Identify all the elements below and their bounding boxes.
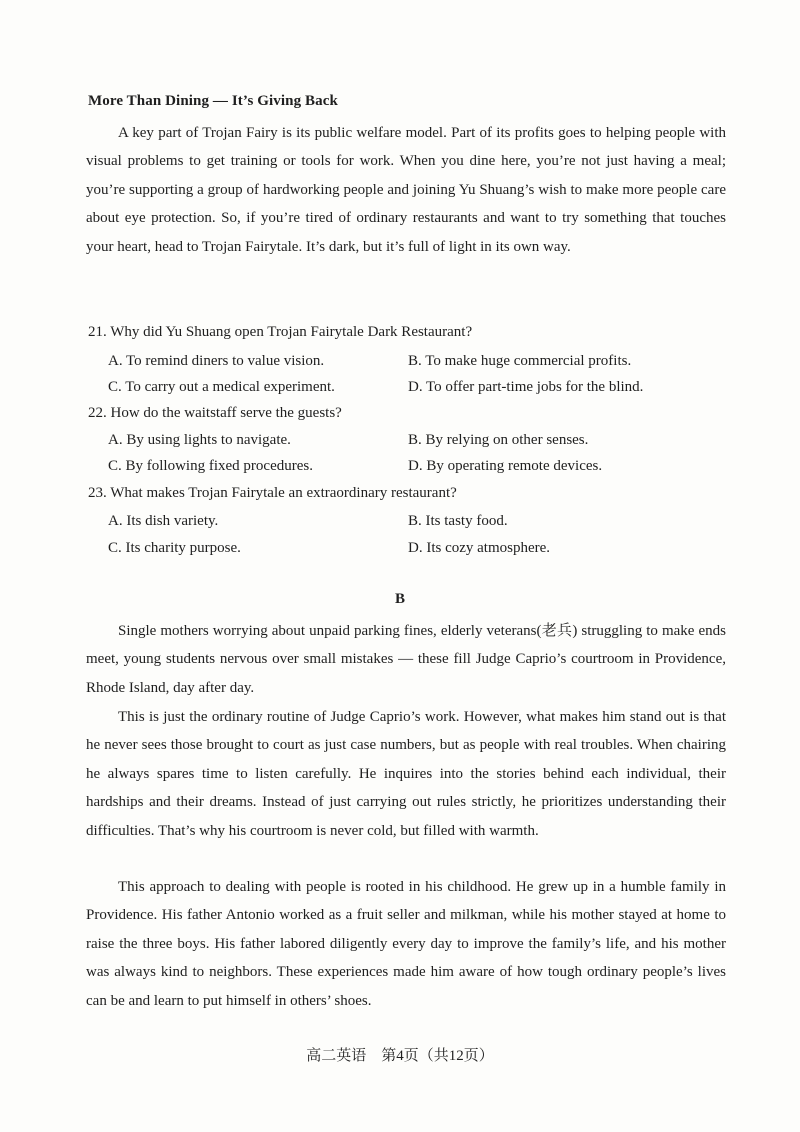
question-21-option-c: C. To carry out a medical experiment. bbox=[108, 379, 335, 395]
question-21-stem: 21. Why did Yu Shuang open Trojan Fairytale Dark Restaurant? bbox=[88, 324, 473, 340]
question-22-option-a: A. By using lights to navigate. bbox=[108, 432, 291, 448]
question-21-option-d: D. To offer part-time jobs for the blind. bbox=[408, 379, 644, 395]
passage-b-paragraph-2: This is just the ordinary routine of Judge Caprio’s work. However, what makes him stand out is that he never sees those brought to court as just case numbers, but as people with real troubles. When chairing he always spares time to listen carefully. He inquires into the stories behind each individual, their hardships and their dreams. Instead of just carrying out rules strictly, he prioritizes understanding their difficulties. That’s why his courtroom is never cold, but filled with warmth. bbox=[86, 709, 726, 839]
passage-b-paragraph-1: Single mothers worrying about unpaid parking fines, elderly veterans(老兵) struggling to make ends meet, young students nervous over small mistakes — these fill Judge Caprio’s courtroom in Providence, Rhode Island, day after day. bbox=[86, 623, 726, 696]
question-23-option-d: D. Its cozy atmosphere. bbox=[408, 540, 551, 556]
question-23-option-a: A. Its dish variety. bbox=[108, 513, 219, 529]
question-22-option-c: C. By following fixed procedures. bbox=[108, 458, 313, 474]
section-heading: More Than Dining — It’s Giving Back bbox=[88, 93, 338, 109]
question-22-option-b: B. By relying on other senses. bbox=[408, 432, 589, 448]
question-22-stem: 22. How do the waitstaff serve the guests? bbox=[88, 405, 342, 421]
question-23-option-c: C. Its charity purpose. bbox=[108, 540, 241, 556]
passage-b-paragraph-3: This approach to dealing with people is rooted in his childhood. He grew up in a humble family in Providence. His father Antonio worked as a fruit seller and milkman, while his mother stayed at home to raise the three boys. His father labored diligently every day to improve the family’s life, and his mother was always kind to neighbors. These experiences made him aware of how tough ordinary people’s lives can be and learn to put himself in others’ shoes. bbox=[86, 879, 726, 1009]
passage-a-paragraph: A key part of Trojan Fairy is its public welfare model. Part of its profits goes to helping people with visual problems to get training or tools for work. When you dine here, you’re not just having a meal; you’re supporting a group of hardworking people and joining Yu Shuang’s wish to make more people care about eye protection. So, if you’re tired of ordinary restaurants and want to try something that touches your heart, head to Trojan Fairytale. It’s dark, but it’s full of light in its own way. bbox=[86, 125, 726, 255]
question-21-option-b: B. To make huge commercial profits. bbox=[408, 353, 632, 369]
section-b-label: B bbox=[394, 591, 405, 607]
question-22-option-d: D. By operating remote devices. bbox=[408, 458, 603, 474]
page-footer: 高二英语 第4页（共12页） bbox=[306, 1048, 494, 1064]
question-23-option-b: B. Its tasty food. bbox=[408, 513, 508, 529]
question-23-stem: 23. What makes Trojan Fairytale an extraordinary restaurant? bbox=[88, 485, 457, 501]
question-21-option-a: A. To remind diners to value vision. bbox=[108, 353, 325, 369]
